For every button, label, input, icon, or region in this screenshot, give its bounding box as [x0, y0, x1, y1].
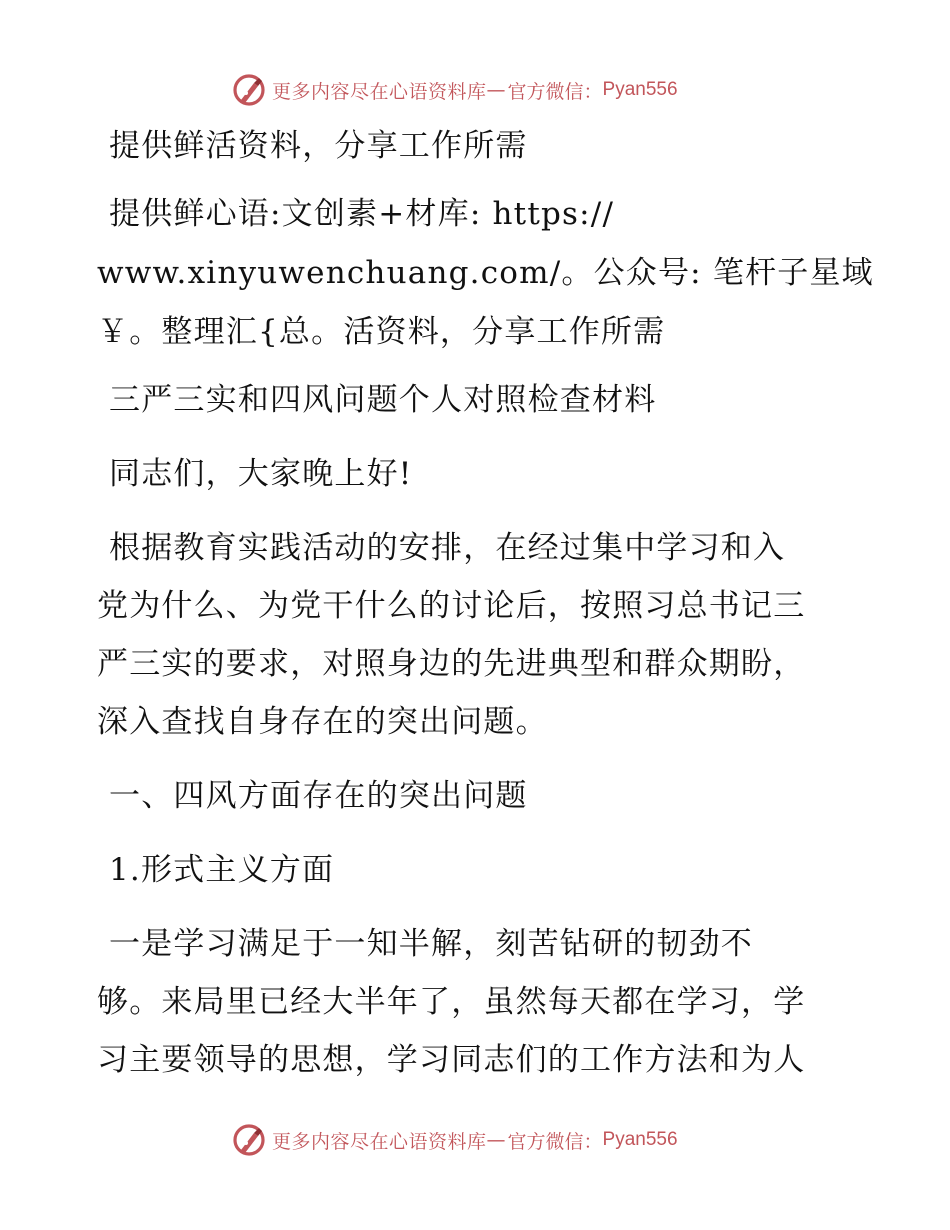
footer-banner [232, 1122, 678, 1158]
notice-line-3: ￥。整理汇{总。活资料，分享工作所需 [97, 314, 666, 350]
notice-line-1: 提供鲜心语:文创素+材库: https:// [109, 196, 615, 232]
banner-separator: — [486, 79, 506, 101]
document-body [97, 124, 874, 1082]
pen-logo-icon [232, 1123, 266, 1157]
paragraph1-line-1: 根据教育实践活动的安排，在经过集中学习和入 [109, 530, 786, 566]
paragraph2-line-3: 习主要领导的思想，学习同志们的工作方法和为人 [97, 1042, 806, 1078]
banner-wechat-id: Pyan556 [602, 1129, 678, 1150]
notice-line-2: www.xinyuwenchuang.com/。公众号: 笔杆子星域 [97, 255, 874, 291]
banner-wechat-label: 官方微信： [507, 1130, 603, 1153]
banner-title: 更多内容尽在心语资料库 [272, 80, 487, 103]
pen-logo-icon [232, 73, 266, 107]
banner-wechat-id: Pyan556 [602, 79, 678, 100]
intro-line: 提供鲜活资料，分享工作所需 [109, 128, 528, 164]
banner-title: 更多内容尽在心语资料库 [272, 1130, 487, 1153]
greeting: 同志们，大家晚上好! [109, 456, 413, 492]
paragraph2-line-2: 够。来局里已经大半年了，虽然每天都在学习，学 [97, 984, 806, 1020]
header-banner [232, 72, 678, 108]
section-heading: 一、四风方面存在的突出问题 [109, 778, 528, 814]
subheading: 1.形式主义方面 [109, 852, 335, 888]
banner-separator: — [486, 1129, 506, 1151]
paragraph2-line-1: 一是学习满足于一知半解，刻苦钻研的韧劲不 [109, 926, 753, 962]
banner-wechat-label: 官方微信： [507, 80, 603, 103]
document-title: 三严三实和四风问题个人对照检查材料 [109, 382, 657, 418]
paragraph1-line-2: 党为什么、为党干什么的讨论后，按照习总书记三 [97, 588, 806, 624]
paragraph1-line-4: 深入查找自身存在的突出问题。 [97, 704, 548, 740]
paragraph1-line-3: 严三实的要求，对照身边的先进典型和群众期盼， [97, 646, 806, 682]
